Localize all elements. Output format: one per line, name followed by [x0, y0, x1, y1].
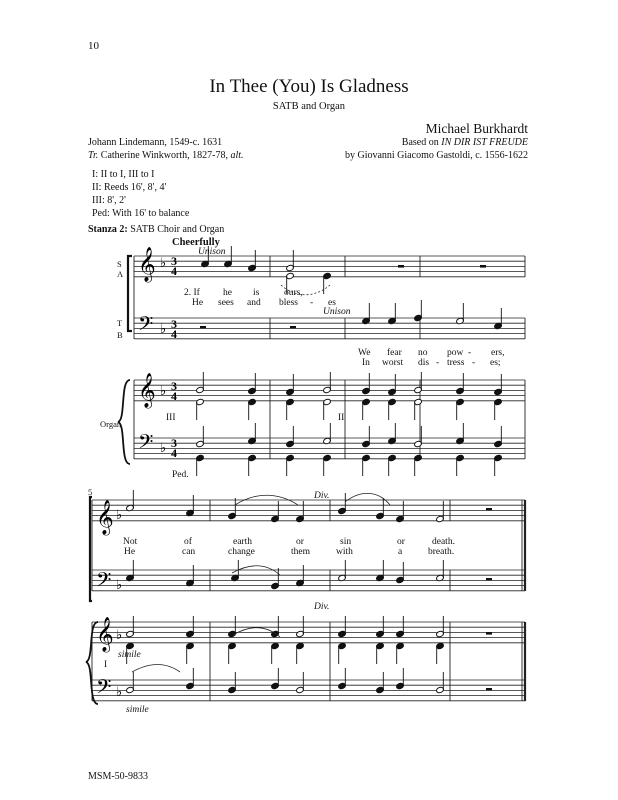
lyric-syllable: pow: [447, 348, 464, 358]
whole-rest: [480, 265, 486, 268]
whole-rest: [398, 265, 404, 268]
treble-clef-icon: 𝄞: [138, 248, 156, 281]
composer-name: Michael Burkhardt: [425, 121, 528, 136]
svg-text:4: 4: [171, 264, 177, 278]
treble-clef-icon: 𝄞: [96, 501, 114, 534]
svg-text:♭: ♭: [116, 684, 123, 699]
svg-text:♭: ♭: [160, 383, 167, 398]
svg-text:♭: ♭: [160, 321, 167, 336]
bass-clef-icon: 𝄢: [138, 432, 154, 458]
lyric-syllable: can: [182, 547, 196, 557]
staff-label-organ: Organ: [100, 419, 122, 429]
lyricist-line: Johann Lindemann, 1549-c. 1631: [88, 137, 223, 148]
lyric-syllable: and: [247, 298, 261, 308]
choir-bracket: [128, 256, 132, 331]
lyric-syllable: ours,: [284, 288, 303, 298]
registration-line: III: 8', 2': [92, 195, 126, 206]
lyric-syllable: Not: [123, 537, 138, 547]
svg-text:4: 4: [171, 327, 177, 341]
svg-text:3: 3: [171, 254, 177, 268]
svg-text:♭: ♭: [160, 440, 167, 455]
lyric-syllable: We: [358, 348, 371, 358]
translator-name: Catherine Winkworth, 1827-78,: [98, 150, 231, 161]
lyric-syllable: sin: [340, 537, 352, 547]
lyric-syllable: es;: [490, 358, 501, 368]
lyric-syllable: tress: [447, 358, 465, 368]
lyric-syllable: death.: [432, 537, 455, 547]
lyric-syllable: earth: [233, 537, 252, 547]
lyric-syllable: is: [253, 288, 260, 298]
svg-text:4: 4: [171, 446, 177, 460]
unison-marking: Unison: [198, 247, 226, 257]
lyric-syllable: He: [124, 547, 136, 557]
measure-number: 5: [88, 487, 93, 497]
slur: [132, 665, 180, 673]
svg-text:3: 3: [171, 317, 177, 331]
original-composer: by Giovanni Giacomo Gastoldi, c. 1556-1622: [344, 150, 528, 161]
svg-text:♭: ♭: [116, 507, 123, 522]
svg-text:4: 4: [171, 389, 177, 403]
svg-text:♭: ♭: [160, 255, 167, 270]
lyric-syllable: -: [310, 298, 314, 308]
staff-label-alto: A: [117, 269, 124, 279]
lyric-syllable: -: [472, 358, 476, 368]
bass-clef-icon: 𝄢: [138, 314, 154, 340]
lyric-syllable: change: [228, 547, 255, 557]
lyric-syllable: breath.: [428, 547, 455, 557]
unison-marking: Unison: [323, 307, 351, 317]
lyric-syllable: them: [291, 547, 310, 557]
page-title: In Thee (You) Is Gladness: [209, 76, 409, 97]
page-number: 10: [88, 40, 99, 52]
tempo-marking: Cheerfully: [172, 237, 220, 248]
lyric-syllable: or: [296, 537, 304, 547]
whole-rest: [200, 326, 206, 329]
lyric-syllable: He: [192, 298, 204, 308]
lyric-syllable: bless: [279, 298, 298, 308]
time-signature: [171, 254, 177, 460]
staff-label-bass: B: [117, 330, 123, 340]
bass-clef-icon: 𝄢: [96, 570, 112, 596]
lyric-syllable: sees: [218, 298, 234, 308]
staff-label-tenor: T: [117, 318, 123, 328]
whole-rest: [486, 578, 492, 581]
svg-text:♭: ♭: [116, 627, 123, 642]
lyric-syllable: -: [436, 358, 440, 368]
flat-key-signature: [116, 507, 122, 699]
treble-clef-icon: 𝄞: [96, 618, 114, 651]
lyric-syllable: with: [336, 547, 353, 557]
lyric-syllable: he: [223, 288, 232, 298]
whole-rest: [486, 632, 492, 635]
simile-marking: simile: [126, 705, 149, 715]
lyric-syllable: of: [184, 537, 192, 547]
based-on-prefix: Based on: [401, 137, 442, 148]
bass-clef-icon: 𝄢: [96, 677, 112, 703]
manual-marking: II: [338, 413, 345, 423]
tune-name: IN DIR IST FREUDE: [441, 137, 528, 148]
staff-label-soprano: S: [117, 259, 122, 269]
lyric-syllable: no: [418, 348, 428, 358]
lyric-syllable: In: [362, 358, 370, 368]
registration-line: I: II to I, III to I: [92, 169, 155, 180]
lyric-syllable: a: [398, 547, 403, 557]
lyric-syllable: worst: [382, 358, 404, 368]
manual-marking: I: [104, 660, 108, 670]
svg-text:3: 3: [171, 436, 177, 450]
simile-marking: simile: [118, 650, 141, 660]
divisi-marking: Div.: [314, 491, 330, 501]
stanza-text: SATB Choir and Organ: [127, 224, 225, 235]
flat-key-signature: [160, 255, 166, 455]
catalog-number: MSM-50-9833: [88, 771, 149, 782]
treble-clef-icon: 𝄞: [138, 374, 156, 407]
lyric-syllable: dis: [418, 358, 430, 368]
voicing-subtitle: SATB and Organ: [272, 101, 346, 112]
manual-marking: III: [166, 413, 176, 423]
registration-line: II: Reeds 16', 8', 4': [92, 182, 167, 193]
lyric-syllable: fear: [387, 348, 402, 358]
translator-prefix: Tr.: [88, 150, 99, 161]
divisi-marking: Div.: [314, 602, 330, 612]
svg-text:3: 3: [171, 379, 177, 393]
stanza-label: Stanza 2:: [88, 224, 128, 235]
lyric-syllable: es: [328, 298, 336, 308]
registration-line: Ped: With 16' to balance: [92, 208, 190, 219]
svg-text:♭: ♭: [116, 577, 123, 592]
lyric-syllable: -: [468, 348, 472, 358]
whole-rest: [486, 688, 492, 691]
translator-alt: alt.: [230, 150, 244, 161]
whole-rest: [486, 508, 492, 511]
lyric-syllable: or: [397, 537, 405, 547]
lyric-syllable: ers,: [491, 348, 505, 358]
lyric-syllable: 2. If: [184, 288, 200, 298]
pedal-marking: Ped.: [172, 470, 189, 480]
whole-rest: [290, 326, 296, 329]
